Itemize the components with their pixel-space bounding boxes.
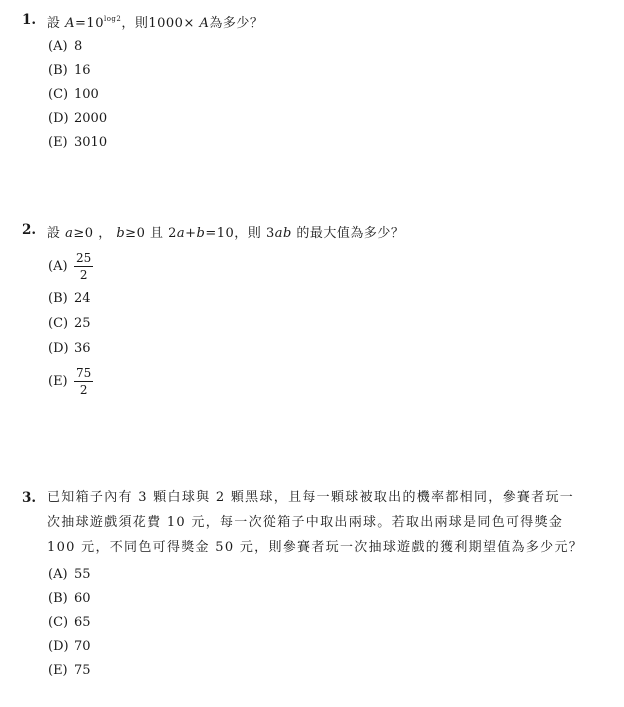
option-value: 70 — [74, 639, 91, 654]
stem-variable: b — [116, 226, 126, 241]
stem-text: 為多少？ — [209, 16, 264, 31]
question-stem — [47, 12, 263, 31]
option-c — [48, 87, 99, 102]
option-d — [48, 111, 107, 126]
option-label: (C) — [48, 87, 69, 102]
option-value: 65 — [74, 615, 91, 630]
stem-variable: A — [199, 16, 210, 31]
option-label: (E) — [48, 374, 68, 389]
option-a — [48, 567, 91, 582]
stem-text: 的最大值為多少？ — [291, 226, 405, 241]
option-label: (E) — [48, 663, 68, 678]
option-value: 36 — [74, 341, 91, 356]
option-label: (D) — [48, 111, 69, 126]
option-label: (C) — [48, 316, 69, 331]
option-label: (A) — [48, 39, 68, 54]
option-label: (B) — [48, 591, 68, 606]
option-label: (A) — [48, 259, 68, 274]
option-label: (C) — [48, 615, 69, 630]
option-b — [48, 591, 91, 606]
fraction-denominator: 2 — [79, 383, 88, 397]
option-label: (D) — [48, 341, 69, 356]
stem-variable: a — [176, 226, 186, 241]
question-number: 3. — [22, 490, 37, 506]
stem-variable: ab — [274, 226, 292, 241]
option-e — [48, 135, 107, 150]
stem-variable: a — [65, 226, 74, 241]
fraction-numerator: 75 — [76, 366, 92, 380]
question-stem: 已知箱子內有 3 顆白球與 2 顆黑球，且每一顆球被取出的機率都相同，參賽者玩一次抽球遊戲須花費 10 元，每一次從箱子中取出兩球。若取出兩球是同色可得獎金 100 元，不同色可得獎金 50 元，則參賽者玩一次抽球遊戲的獲利期望值為多少元？ — [47, 490, 584, 555]
option-value: 2000 — [74, 111, 108, 126]
stem-text: ，則1000× — [121, 16, 200, 31]
stem-variable: b — [196, 226, 206, 241]
option-fraction — [74, 366, 93, 397]
option-a — [48, 251, 93, 282]
option-value: 100 — [74, 87, 99, 102]
option-label: (B) — [48, 291, 68, 306]
option-e — [48, 366, 93, 397]
stem-text: + — [185, 226, 197, 241]
option-label: (E) — [48, 135, 68, 150]
option-d — [48, 341, 91, 356]
question-number: 1. — [22, 12, 37, 28]
option-b — [48, 291, 91, 306]
option-value: 8 — [74, 39, 83, 54]
fraction-numerator: 25 — [76, 251, 92, 265]
option-value: 75 — [74, 663, 91, 678]
option-value: 55 — [74, 567, 91, 582]
stem-text: ≥0 ， — [73, 226, 117, 241]
option-e — [48, 663, 91, 678]
option-value: 24 — [74, 291, 91, 306]
question-stem — [47, 222, 404, 241]
stem-variable: A — [65, 16, 76, 31]
option-label: (B) — [48, 63, 68, 78]
stem-text: 設 — [47, 226, 66, 241]
option-value: 25 — [74, 316, 91, 331]
option-value: 60 — [74, 591, 91, 606]
fraction-denominator: 2 — [79, 268, 88, 282]
option-fraction — [74, 251, 93, 282]
option-label: (A) — [48, 567, 68, 582]
stem-text: =10 — [75, 16, 104, 31]
option-c — [48, 316, 91, 331]
stem-text: ≥0 且 2 — [125, 226, 177, 241]
option-b — [48, 63, 91, 78]
option-c — [48, 615, 91, 630]
option-d — [48, 639, 91, 654]
option-a — [48, 39, 82, 54]
option-value: 16 — [74, 63, 91, 78]
stem-exponent: log2 — [103, 15, 122, 23]
option-label: (D) — [48, 639, 69, 654]
option-value: 3010 — [74, 135, 108, 150]
question-number: 2. — [22, 222, 37, 238]
stem-text: =10，則 3 — [205, 226, 275, 241]
stem-text: 設 — [47, 16, 66, 31]
